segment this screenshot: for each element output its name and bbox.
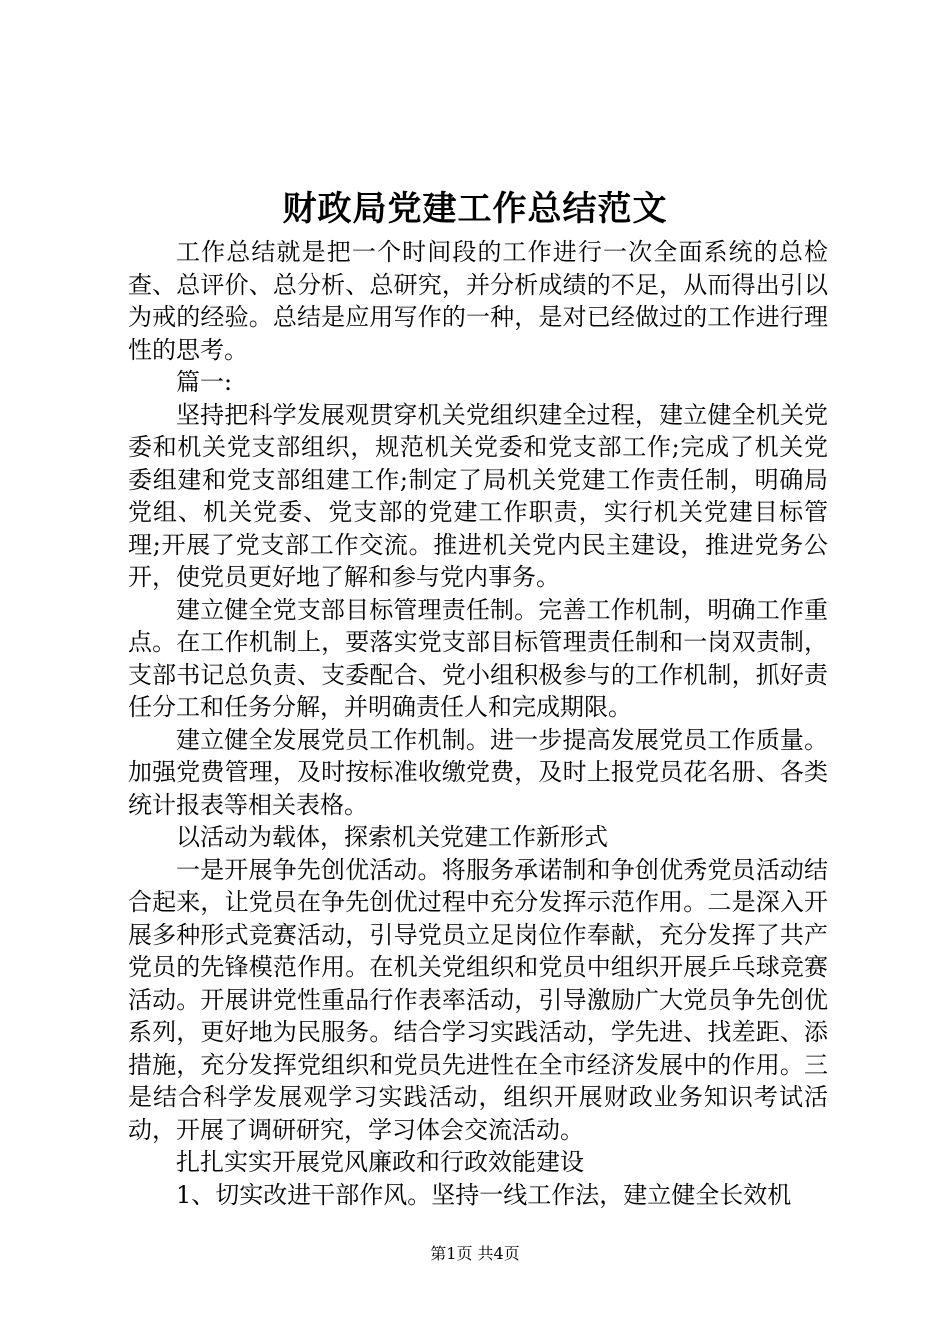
paragraph-organization: 坚持把科学发展观贯穿机关党组织建全过程，建立健全机关党委和机关党支部组织，规范机关党委和党支部工作;完成了机关党委组建和党支部组建工作;制定了局机关党建工作责任制，明确局党组、机关党委、党支部的党建工作职责，实行机关党建目标管理;开展了党支部工作交流。推进机关党内民主建设，推进党务公开，使党员更好地了解和参与党内事务。 <box>128 400 828 591</box>
document-body <box>128 236 828 1211</box>
paragraph-activities: 一是开展争先创优活动。将服务承诺制和争创优秀党员活动结合起来，让党员在争先创优过程中充分发挥示范作用。二是深入开展多种形式竞赛活动，引导党员立足岗位作奉献，充分发挥了共产党员的先锋模范作用。在机关党组织和党员中组织开展乒乓球竞赛活动。开展讲党性重品行作表率活动，引导激励广大党员争先创优系列，更好地为民服务。结合学习实践活动，学先进、找差距、添措施，充分发挥党组织和党员先进性在全市经济发展中的作用。三是结合科学发展观学习实践活动，组织开展财政业务知识考试活动，开展了调研研究，学习体会交流活动。 <box>128 855 828 1144</box>
paragraph-activities-heading: 以活动为载体，探索机关党建工作新形式 <box>176 823 608 851</box>
document-title: 财政局党建工作总结范文 <box>282 189 668 229</box>
page-footer: 第1页 共4页 <box>430 1244 520 1263</box>
paragraph-part-one-heading: 篇一: <box>176 368 233 396</box>
paragraph-work-style: 1、切实改进干部作风。坚持一线工作法，建立健全长效机 <box>176 1180 792 1209</box>
paragraph-integrity-heading: 扎扎实实开展党风廉政和行政效能建设 <box>176 1148 584 1176</box>
paragraph-responsibility: 建立健全党支部目标管理责任制。完善工作机制，明确工作重点。在工作机制上，要落实党支部目标管理责任制和一岗双责制，支部书记总负责、支委配合、党小组积极参与的工作机制，抓好责任分工和任务分解，并明确责任人和完成期限。 <box>128 595 828 721</box>
paragraph-member-development: 建立健全发展党员工作机制。进一步提高发展党员工作质量。加强党费管理，及时按标准收缴党费，及时上报党员花名册、各类统计报表等相关表格。 <box>128 725 828 819</box>
paragraph-intro: 工作总结就是把一个时间段的工作进行一次全面系统的总检查、总评价、总分析、总研究，并分析成绩的不足，从而得出引以为戒的经验。总结是应用写作的一种，是对已经做过的工作进行理性的思考。 <box>128 238 828 364</box>
